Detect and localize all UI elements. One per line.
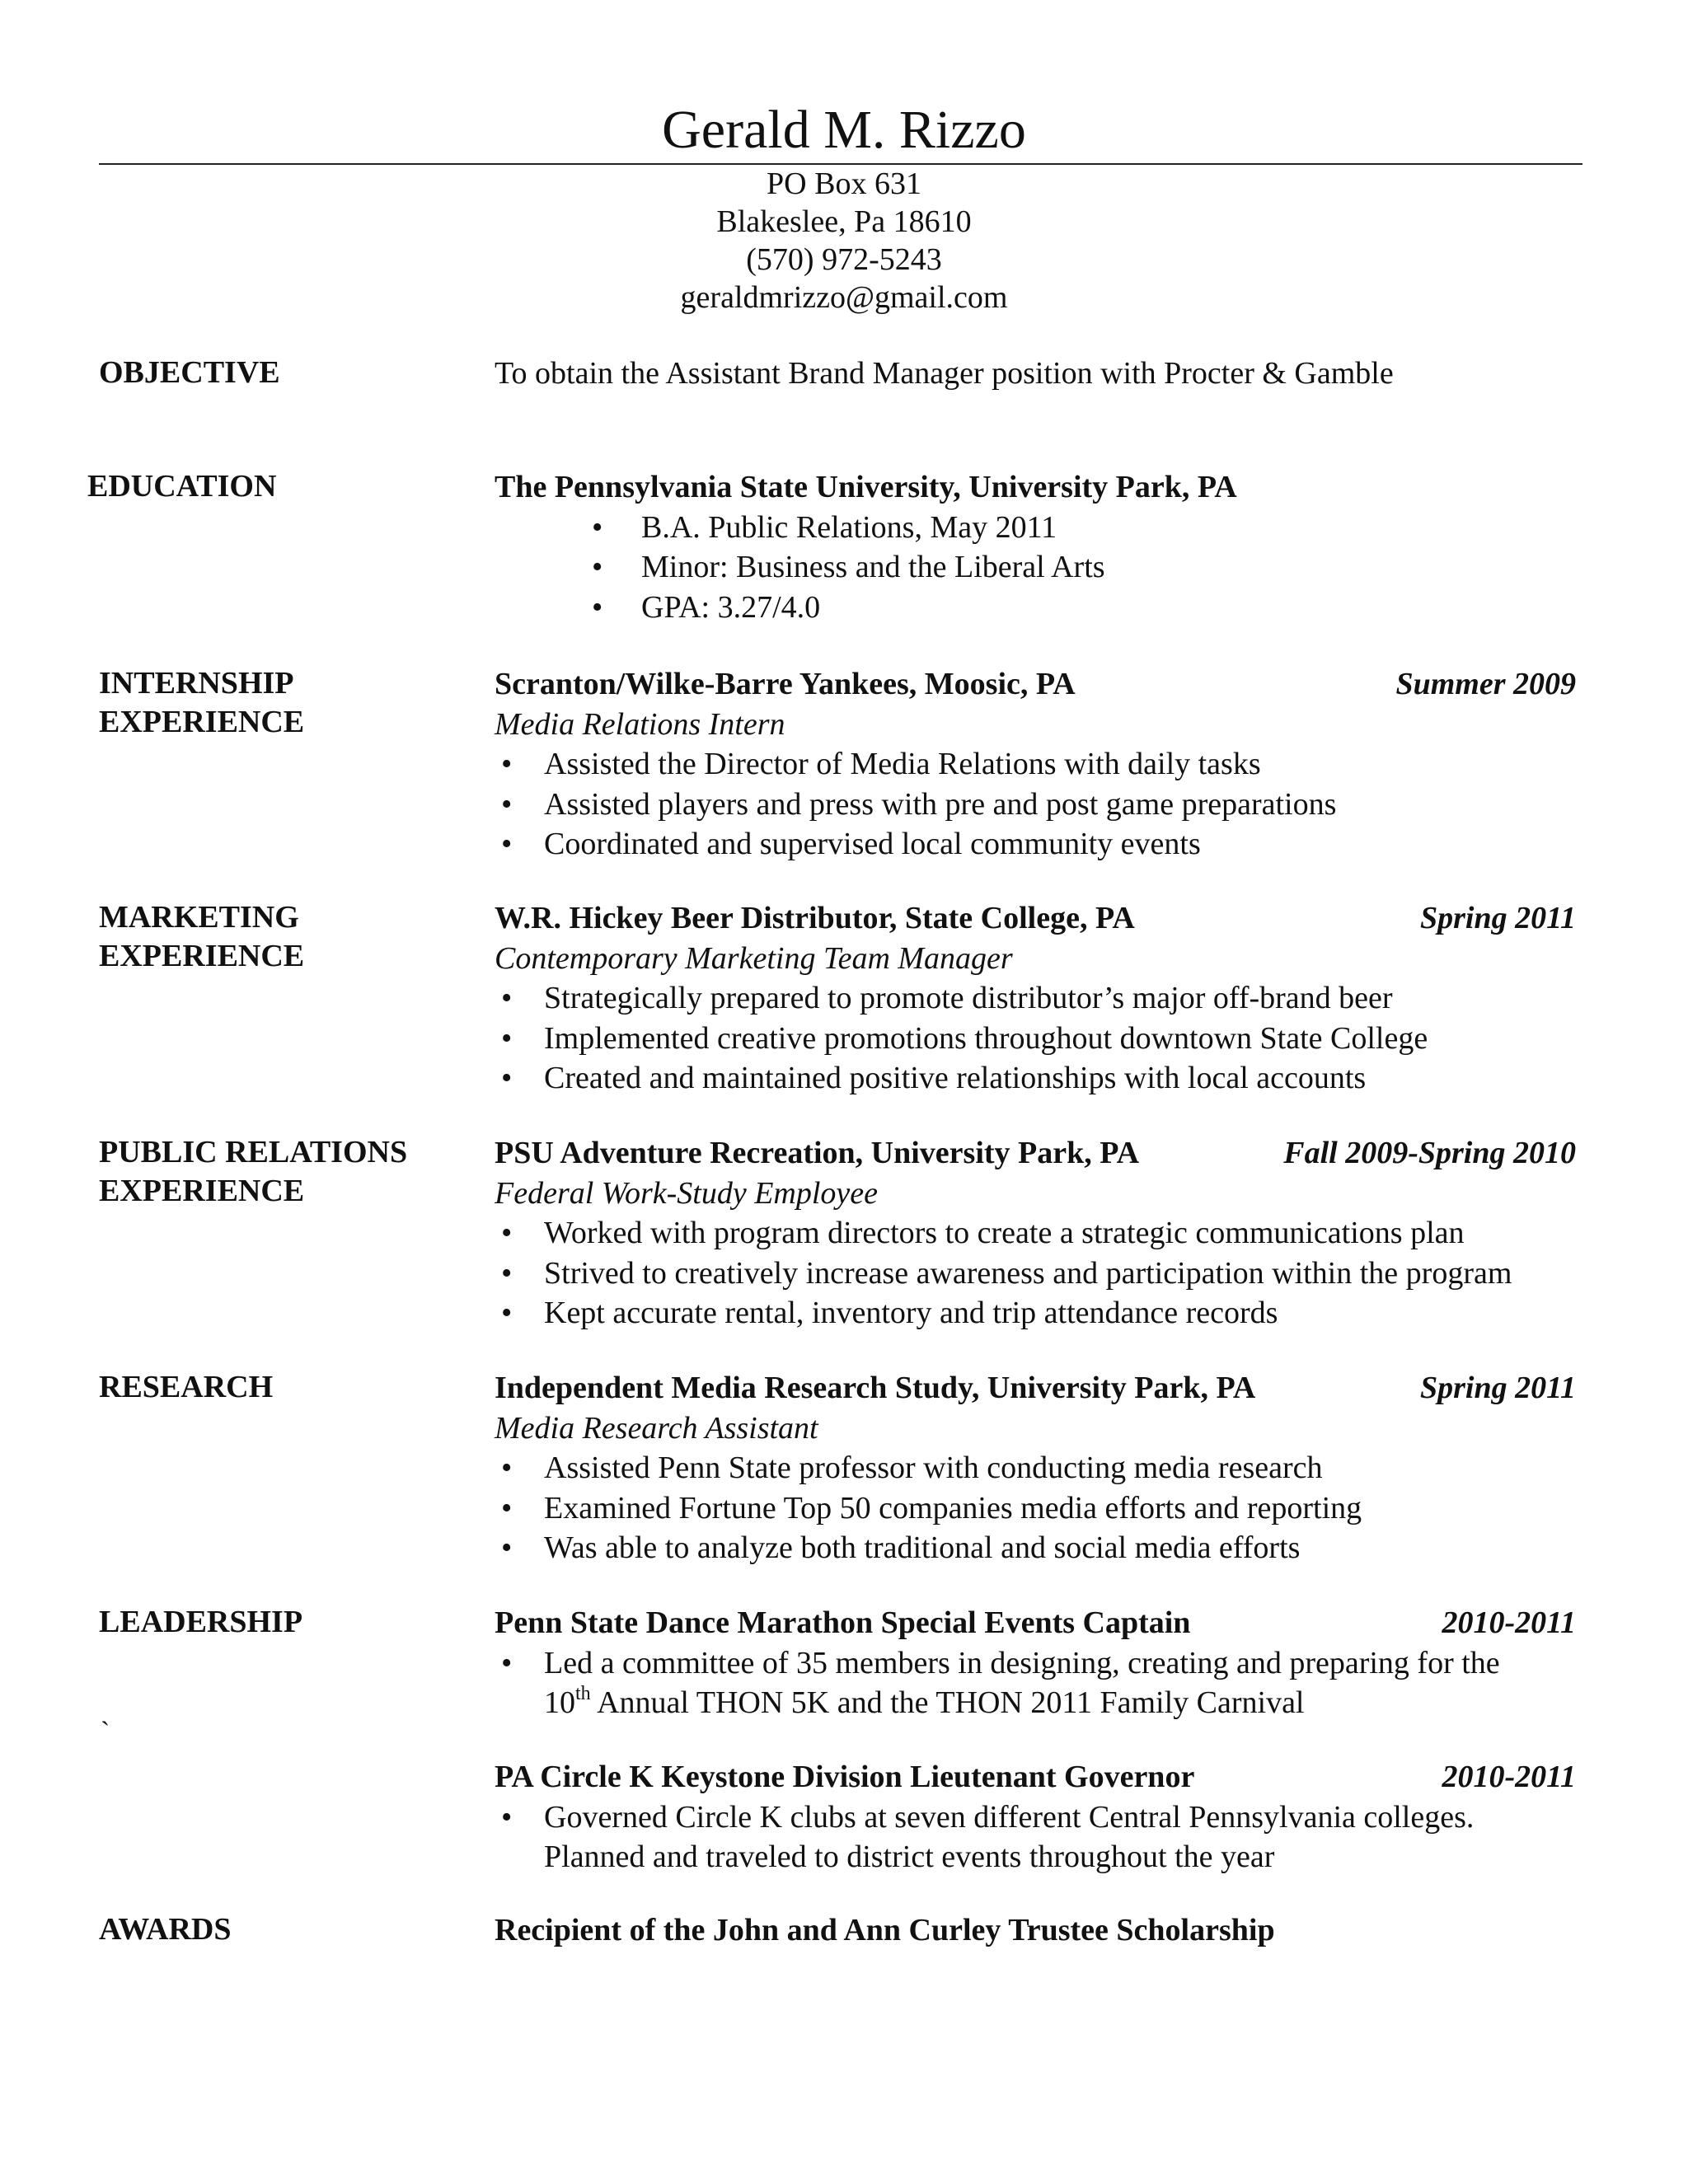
list-item: • Strived to creatively increase awareness and participation within the program bbox=[495, 1254, 1576, 1294]
list-item: • Assisted players and press with pre and post game preparations bbox=[495, 785, 1576, 825]
awards-text: Recipient of the John and Ann Curley Trustee Scholarship bbox=[495, 1913, 1275, 1947]
public-relations-bullets bbox=[495, 1213, 1576, 1333]
leadership-entry-header bbox=[495, 1757, 1576, 1797]
list-item: • Minor: Business and the Liberal Arts bbox=[495, 547, 1576, 588]
leadership-entry-circle-k bbox=[495, 1757, 1576, 1877]
marketing-label: MARKETING EXPERIENCE bbox=[99, 900, 305, 973]
marketing-date: Spring 2011 bbox=[1419, 901, 1576, 935]
public-relations-date: Fall 2009-Spring 2010 bbox=[1283, 1136, 1576, 1170]
list-item: • Assisted Penn State professor with conducting media research bbox=[495, 1448, 1576, 1488]
list-item: • Kept accurate rental, inventory and trip attendance records bbox=[495, 1293, 1576, 1333]
marketing-org: W.R. Hickey Beer Distributor, State College, PA bbox=[495, 901, 1135, 935]
list-item: • Worked with program directors to create a strategic communications plan bbox=[495, 1213, 1576, 1254]
public-relations-section bbox=[495, 1133, 1576, 1333]
objective-label: OBJECTIVE bbox=[99, 355, 280, 390]
internship-header bbox=[495, 664, 1576, 705]
marketing-role: Contemporary Marketing Team Manager bbox=[495, 940, 1013, 976]
leadership-title: PA Circle K Keystone Division Lieutenant Governor bbox=[495, 1760, 1195, 1794]
leadership-date: 2010-2011 bbox=[1442, 1605, 1576, 1640]
leadership-bullets bbox=[495, 1643, 1576, 1723]
education-list bbox=[495, 508, 1576, 628]
education-section bbox=[495, 467, 1576, 627]
research-role: Media Research Assistant bbox=[495, 1410, 818, 1446]
marketing-bullets bbox=[495, 978, 1576, 1099]
marketing-section bbox=[495, 898, 1576, 1099]
leadership-bullets bbox=[495, 1797, 1576, 1877]
list-item: • GPA: 3.27/4.0 bbox=[495, 588, 1576, 628]
list-item: • Assisted the Director of Media Relations with daily tasks bbox=[495, 744, 1576, 785]
internship-bullets bbox=[495, 744, 1576, 865]
public-relations-org: PSU Adventure Recreation, University Park, PA bbox=[495, 1136, 1140, 1170]
leadership-label: LEADERSHIP bbox=[99, 1605, 303, 1639]
list-item: • Coordinated and supervised local community events bbox=[495, 824, 1576, 865]
leadership-date: 2010-2011 bbox=[1442, 1760, 1576, 1794]
research-section bbox=[495, 1368, 1576, 1568]
list-item: • Governed Circle K clubs at seven different Central Pennsylvania colleges. Planned and traveled to district events throughout the year bbox=[495, 1797, 1576, 1877]
contact-city-line: Blakeslee, Pa 18610 bbox=[716, 204, 972, 239]
awards-label: AWARDS bbox=[99, 1912, 232, 1947]
list-item: • Was able to analyze both traditional and social media efforts bbox=[495, 1528, 1576, 1568]
list-item: • Strategically prepared to promote distributor’s major off-brand beer bbox=[495, 978, 1576, 1019]
list-item: • Created and maintained positive relationships with local accounts bbox=[495, 1058, 1576, 1099]
internship-org: Scranton/Wilke-Barre Yankees, Moosic, PA bbox=[495, 667, 1076, 701]
leadership-entry-header bbox=[495, 1603, 1576, 1643]
resume-name: Gerald M. Rizzo bbox=[662, 100, 1026, 160]
public-relations-header bbox=[495, 1133, 1576, 1174]
education-school: The Pennsylvania State University, University Park, PA bbox=[495, 470, 1237, 504]
contact-email: geraldmrizzo@gmail.com bbox=[680, 280, 1008, 315]
internship-date: Summer 2009 bbox=[1395, 667, 1576, 701]
list-item: • Led a committee of 35 members in designing, creating and preparing for the 10th Annual THON 5K and the THON 2011 Family Carnival bbox=[495, 1643, 1576, 1723]
research-org: Independent Media Research Study, University Park, PA bbox=[495, 1371, 1256, 1405]
research-bullets bbox=[495, 1448, 1576, 1568]
internship-label: INTERNSHIP EXPERIENCE bbox=[99, 666, 305, 739]
list-item: • B.A. Public Relations, May 2011 bbox=[495, 508, 1576, 548]
internship-role: Media Relations Intern bbox=[495, 706, 785, 742]
awards-section bbox=[495, 1910, 1576, 1951]
contact-phone: (570) 972-5243 bbox=[746, 242, 942, 277]
list-item: • Implemented creative promotions throughout downtown State College bbox=[495, 1019, 1576, 1059]
contact-block bbox=[0, 165, 1688, 316]
objective-text: To obtain the Assistant Brand Manager position with Procter & Gamble bbox=[495, 356, 1394, 391]
public-relations-label: PUBLIC RELATIONS EXPERIENCE bbox=[99, 1135, 408, 1208]
stray-mark: ` bbox=[101, 1717, 110, 1747]
research-date: Spring 2011 bbox=[1419, 1371, 1576, 1405]
list-item: • Examined Fortune Top 50 companies media efforts and reporting bbox=[495, 1488, 1576, 1529]
marketing-header bbox=[495, 898, 1576, 939]
public-relations-role: Federal Work-Study Employee bbox=[495, 1175, 878, 1211]
leadership-title: Penn State Dance Marathon Special Events Captain bbox=[495, 1605, 1191, 1640]
internship-section bbox=[495, 664, 1576, 865]
contact-address-line: PO Box 631 bbox=[767, 166, 921, 201]
leadership-entry-thon bbox=[495, 1603, 1576, 1723]
education-label: EDUCATION bbox=[87, 469, 277, 504]
research-label: RESEARCH bbox=[99, 1370, 274, 1404]
research-header bbox=[495, 1368, 1576, 1408]
